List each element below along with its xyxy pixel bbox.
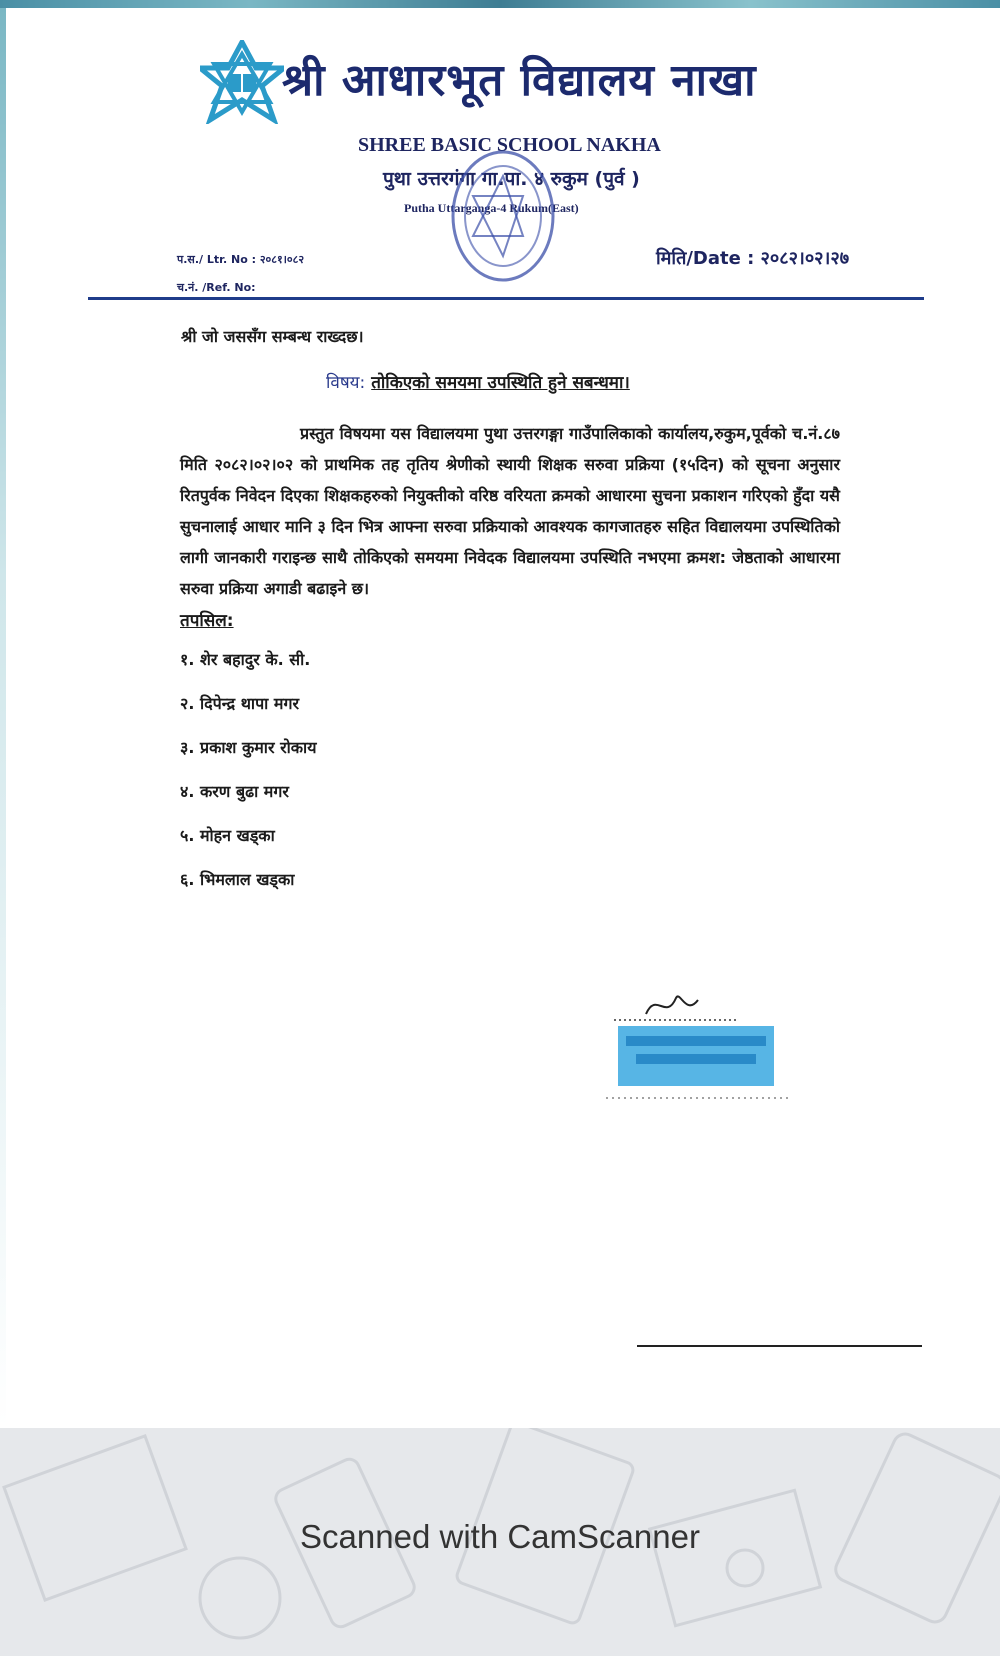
school-star-book-icon: [200, 40, 284, 124]
list-item: ३. प्रकाश कुमार रोकाय: [180, 738, 317, 757]
list-item: २. दिपेन्द्र थापा मगर: [180, 694, 299, 713]
school-address-english: Putha Uttarganga-4 Rukum(East): [404, 201, 579, 215]
subject-label: विषय:: [326, 373, 366, 393]
subject-line: [326, 370, 630, 393]
list-item: ५. मोहन खड्का: [180, 826, 275, 845]
scan-left-edge: [0, 8, 6, 1428]
subject-text: तोकिएको समयमा उपस्थिति हुने सबन्धमा।: [371, 373, 630, 393]
headteacher-signature-stamp: [606, 986, 796, 1106]
school-seal-stamp: [448, 146, 558, 286]
letter-date: मिति/Date : २०८२।०२।२७: [656, 248, 850, 269]
list-item: १. शेर बहादुर के. सी.: [180, 650, 311, 669]
list-item: ६. भिमलाल खड्का: [180, 870, 295, 889]
school-address-nepali: पुथा उत्तरगंगा गा.पा. ४ रुकुम (पुर्व ): [383, 168, 640, 190]
teacher-list: [180, 648, 316, 912]
reference-number: च.नं. /Ref. No:: [177, 281, 256, 294]
school-name-nepali: श्री आधारभूत विद्यालय नाखा: [282, 55, 757, 106]
school-name-english: SHREE BASIC SCHOOL NAKHA: [358, 134, 661, 156]
list-heading: तपसिल:: [180, 611, 234, 631]
scanned-with-camscanner-text: Scanned with CamScanner: [300, 1518, 700, 1555]
letter-page: [0, 8, 1000, 1428]
letter-body: प्रस्तुत विषयमा यस विद्यालयमा पुथा उत्तरगङ्गा गाउँपालिकाको कार्यालय,रुकुम,पूर्वको च.नं.८७ मिति २०८२।०२।०२ को प्राथमिक तह तृतिय श्रेणीको स्थायी शिक्षक सरुवा प्रक्रिया (१५दिन) को सूचना अनुसार रितपुर्वक निवेदन दिएका शिक्षकहरुको नियुक्तीको वरिष्ठ वरियता क्रमको आधारमा सुचना प्रकाशन गरिएको हुँदा यसै सुचनालाई आधार मानि ३ दिन भित्र आफ्ना सरुवा प्रक्रियाको आवश्यक कागजातहरु सहित विद्यालयमा उपस्थितिको लागी जानकारी गराइन्छ साथै तोकिएको समयमा निवेदक विद्यालयमा उपस्थिति नभएमा क्रमश: जेष्ठताको आधारमा सरुवा प्रक्रिया अगाडी बढाइने छ।: [180, 424, 840, 598]
letter-number: प.स./ Ltr. No : २०८१।०८२: [177, 253, 305, 266]
footer-line: [637, 1345, 922, 1347]
list-item: ४. करण बुढा मगर: [180, 782, 289, 801]
letterhead-divider: [88, 297, 924, 300]
addressee: श्री जो जससँग सम्बन्ध राख्दछ।: [181, 327, 364, 346]
